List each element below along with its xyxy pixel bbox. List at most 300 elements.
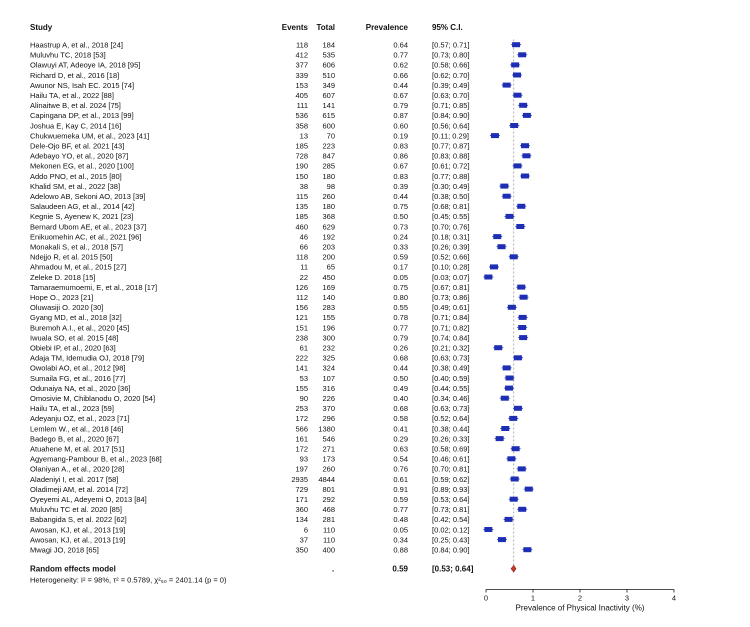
study-events: 38 — [299, 181, 308, 191]
study-prevalence: 0.91 — [393, 484, 408, 494]
study-name: Awunor NS, Isah EC. 2015 [74] — [30, 80, 135, 90]
study-ci: [0.56; 0.64] — [432, 121, 470, 131]
study-total: 607 — [322, 91, 335, 100]
study-name: Bernard Ubom AE, et al., 2023 [37] — [30, 222, 147, 232]
study-ci: [0.42; 0.54] — [432, 515, 470, 525]
study-events: 377 — [295, 60, 308, 70]
study-events: 121 — [295, 313, 308, 323]
study-row — [30, 394, 510, 403]
study-name: Dele-Ojo BF, et al. 2021 [43] — [30, 141, 125, 151]
study-prevalence: 0.59 — [393, 495, 408, 504]
study-events: 2935 — [291, 474, 308, 484]
study-prevalence: 0.83 — [393, 171, 408, 181]
study-ci: [0.84; 0.90] — [432, 545, 470, 555]
study-prevalence: 0.59 — [393, 252, 408, 262]
study-row — [30, 182, 509, 191]
study-ci: [0.38; 0.44] — [432, 424, 470, 434]
header-events: Events — [281, 23, 308, 32]
study-prevalence: 0.05 — [393, 525, 408, 535]
study-prevalence: 0.60 — [393, 121, 408, 131]
study-total: 271 — [322, 444, 335, 454]
study-name: Agyemang-Pambour B, et al., 2023 [68] — [30, 454, 162, 464]
study-name: Hope O., 2023 [21] — [30, 293, 94, 302]
study-ci: [0.40; 0.59] — [432, 373, 470, 383]
study-name: Richard D, et al., 2016 [18] — [30, 70, 120, 80]
study-prevalence: 0.54 — [393, 454, 408, 464]
study-name: Haastrup A, et al., 2018 [24] — [30, 40, 123, 50]
study-total: 629 — [322, 222, 335, 232]
study-name: Adelowo AB, Sekoni AO, 2013 [39] — [30, 192, 146, 201]
study-ci: [0.11; 0.29] — [432, 131, 469, 141]
study-ci: [0.63; 0.70] — [432, 91, 470, 100]
study-events: 118 — [296, 252, 308, 262]
study-prevalence: 0.83 — [393, 141, 408, 151]
study-ci: [0.52; 0.64] — [432, 414, 470, 424]
study-name: Omosivie M, Chiblanodu O, 2020 [54] — [30, 394, 156, 403]
study-total: 107 — [322, 373, 335, 383]
study-name: Buremoh A.I., et al., 2020 [45] — [30, 323, 130, 333]
study-ci: [0.71; 0.84] — [432, 313, 470, 323]
study-row — [30, 374, 515, 383]
study-prevalence: 0.55 — [393, 303, 408, 313]
study-events: 135 — [295, 202, 308, 212]
study-total: 281 — [322, 515, 335, 525]
study-events: 197 — [295, 464, 308, 474]
study-prevalence: 0.58 — [393, 414, 408, 424]
study-events: 90 — [299, 394, 308, 403]
study-prevalence: 0.79 — [393, 333, 408, 343]
study-events: 46 — [299, 232, 308, 242]
study-events: 460 — [295, 222, 308, 232]
study-name: Joshua E, Kay C, 2014 [16] — [30, 121, 122, 131]
study-row — [30, 283, 526, 292]
study-total: 203 — [322, 242, 335, 252]
study-ci: [0.73; 0.86] — [432, 293, 470, 302]
study-row — [30, 535, 507, 544]
study-ci: [0.77; 0.88] — [432, 171, 470, 181]
study-events: 405 — [295, 91, 308, 100]
study-total: 180 — [322, 171, 335, 181]
study-ci: [0.73; 0.80] — [432, 50, 470, 60]
study-prevalence: 0.49 — [393, 383, 408, 393]
study-row — [30, 41, 521, 50]
study-ci: [0.71; 0.82] — [432, 323, 470, 333]
study-total: 468 — [322, 505, 335, 515]
study-ci: [0.77; 0.87] — [432, 141, 470, 151]
study-prevalence: 0.66 — [393, 70, 408, 80]
study-ci: [0.34; 0.46] — [432, 394, 470, 403]
study-total: 368 — [322, 212, 335, 222]
study-events: 566 — [295, 424, 308, 434]
summary-diamond — [511, 565, 516, 572]
x-tick-label: 4 — [671, 593, 677, 603]
study-events: 728 — [295, 151, 308, 161]
study-name: Zeleke D. 2018 [15] — [30, 272, 96, 282]
study-row — [30, 505, 527, 514]
x-tick-label: 1 — [530, 593, 536, 603]
study-prevalence: 0.86 — [393, 151, 408, 161]
study-row — [30, 434, 505, 443]
study-prevalence: 0.62 — [393, 60, 408, 70]
study-row — [30, 273, 493, 282]
study-name: Adeyanju OZ, et al., 2023 [71] — [30, 414, 130, 424]
study-name: Monakali S, et al., 2018 [57] — [30, 242, 123, 252]
study-ci: [0.57; 0.71] — [432, 40, 470, 50]
study-prevalence: 0.33 — [393, 242, 408, 252]
study-row — [30, 222, 525, 231]
study-ci: [0.59; 0.62] — [432, 474, 470, 484]
study-total: 70 — [326, 131, 335, 141]
header-total: Total — [316, 23, 335, 32]
study-name: Adebayo YO, et al., 2020 [87] — [30, 151, 129, 161]
study-events: 156 — [295, 303, 308, 313]
study-prevalence: 0.67 — [393, 161, 408, 171]
study-total: 325 — [322, 353, 335, 363]
study-ci: [0.30; 0.49] — [432, 181, 470, 191]
x-tick-label: 3 — [624, 593, 630, 603]
study-prevalence: 0.24 — [393, 232, 408, 242]
study-ci: [0.68; 0.81] — [432, 202, 470, 212]
study-events: 172 — [295, 414, 308, 424]
study-name: Mwagi JO, 2018 [65] — [30, 545, 99, 555]
study-prevalence: 0.44 — [393, 363, 408, 373]
study-row — [30, 525, 493, 534]
study-total: 223 — [322, 141, 335, 151]
study-row — [30, 546, 532, 555]
study-total: 173 — [322, 454, 335, 464]
study-row — [30, 323, 527, 332]
study-row — [30, 243, 507, 252]
study-events: 161 — [295, 434, 308, 444]
study-ci: [0.45; 0.55] — [432, 212, 470, 222]
study-prevalence: 0.61 — [393, 474, 408, 484]
study-name: Enikuomehin AC, et al., 2021 [96] — [30, 232, 142, 242]
study-ci: [0.53; 0.64] — [432, 495, 470, 504]
study-name: Aladeniyi I, et al. 2017 [58] — [30, 474, 119, 484]
study-total: 847 — [322, 151, 335, 161]
study-row — [30, 202, 526, 211]
study-ci: [0.74; 0.84] — [432, 333, 470, 343]
study-name: Oyeyemi AL, Adeyemi O, 2013 [84] — [30, 495, 147, 504]
study-total: 169 — [322, 282, 335, 292]
study-ci: [0.62; 0.70] — [432, 70, 470, 80]
study-ci: [0.70; 0.81] — [432, 464, 470, 474]
study-events: 150 — [295, 171, 308, 181]
study-total: 232 — [322, 343, 335, 353]
study-events: 185 — [295, 212, 308, 222]
study-events: 153 — [295, 80, 308, 90]
study-ci: [0.63; 0.73] — [432, 353, 470, 363]
study-events: 729 — [295, 484, 308, 494]
study-prevalence: 0.68 — [393, 353, 408, 363]
study-events: 111 — [296, 101, 308, 111]
study-prevalence: 0.63 — [393, 444, 408, 454]
study-total: 110 — [323, 535, 335, 545]
study-name: Addo PNO, et al., 2015 [80] — [30, 171, 122, 181]
summary-row — [30, 565, 474, 574]
study-row — [30, 333, 528, 342]
study-row — [30, 303, 517, 312]
study-events: 134 — [295, 515, 308, 525]
study-name: Kegnie S, Ayenew K, 2021 [23] — [30, 212, 134, 222]
study-total: 292 — [322, 495, 335, 504]
study-events: 126 — [295, 282, 308, 292]
study-row — [30, 142, 530, 151]
header-ci: 95% C.I. — [432, 23, 463, 32]
study-ci: [0.83; 0.88] — [432, 151, 470, 161]
study-total: 316 — [322, 383, 335, 393]
study-row — [30, 263, 499, 272]
study-name: Gyang MD, et al., 2018 [32] — [30, 313, 122, 323]
study-prevalence: 0.50 — [393, 212, 408, 222]
study-name: Ahmadou M, et al., 2015 [27] — [30, 262, 127, 272]
study-ci: [0.63; 0.73] — [432, 404, 470, 414]
study-ci: [0.58; 0.69] — [432, 444, 470, 454]
study-ci: [0.73; 0.81] — [432, 505, 470, 515]
study-total: 801 — [322, 484, 335, 494]
study-total: 349 — [322, 80, 335, 90]
study-row — [30, 101, 528, 110]
study-row — [30, 485, 534, 494]
study-ci: [0.03; 0.07] — [432, 272, 470, 282]
study-events: 350 — [295, 545, 308, 555]
study-prevalence: 0.34 — [393, 535, 408, 545]
study-total: 296 — [322, 414, 335, 424]
study-total: 546 — [322, 434, 335, 444]
study-events: 93 — [299, 454, 308, 464]
study-total: 606 — [322, 60, 335, 70]
study-total: 370 — [322, 404, 335, 414]
study-prevalence: 0.73 — [393, 222, 408, 232]
study-name: Atuahene M, et al. 2017 [51] — [30, 444, 125, 454]
study-prevalence: 0.75 — [393, 202, 408, 212]
study-prevalence: 0.88 — [393, 545, 408, 555]
study-events: 238 — [295, 333, 308, 343]
study-ci: [0.70; 0.76] — [432, 222, 470, 232]
study-events: 536 — [295, 111, 308, 121]
study-row — [30, 51, 527, 60]
study-row — [30, 414, 518, 423]
study-row — [30, 172, 530, 181]
study-row — [30, 61, 520, 70]
study-prevalence: 0.29 — [393, 434, 408, 444]
study-total: 300 — [322, 333, 335, 343]
study-prevalence: 0.44 — [393, 80, 408, 90]
study-row — [30, 253, 519, 262]
study-events: 53 — [299, 373, 308, 383]
study-row — [30, 475, 520, 484]
study-total: 180 — [322, 202, 335, 212]
study-events: 13 — [299, 131, 308, 141]
study-row — [30, 313, 528, 322]
study-name: Ndejjo R, et al. 2015 [50] — [30, 252, 113, 262]
study-events: 11 — [300, 262, 308, 272]
study-prevalence: 0.77 — [393, 505, 408, 515]
study-total: 260 — [322, 192, 335, 201]
study-ci: [0.71; 0.85] — [432, 101, 470, 111]
study-ci: [0.26; 0.39] — [432, 242, 470, 252]
study-ci: [0.67; 0.81] — [432, 282, 470, 292]
study-prevalence: 0.75 — [393, 282, 408, 292]
study-name: Mekonen EG, et al., 2020 [100] — [30, 161, 134, 171]
study-ci: [0.46; 0.61] — [432, 454, 470, 464]
study-total: 140 — [322, 293, 335, 302]
study-events: 412 — [295, 50, 308, 60]
study-prevalence: 0.77 — [393, 323, 408, 333]
study-prevalence: 0.44 — [393, 192, 408, 201]
study-total: 184 — [322, 40, 335, 50]
study-row — [30, 293, 529, 302]
study-ci: [0.02; 0.12] — [432, 525, 470, 535]
study-ci: [0.25; 0.43] — [432, 535, 470, 545]
study-row — [30, 515, 514, 524]
study-name: Capingana DP, et al., 2013 [99] — [30, 111, 134, 121]
study-prevalence: 0.48 — [393, 515, 408, 525]
study-name: Awosan, KJ, et al., 2013 [19] — [30, 525, 126, 535]
study-ci: [0.38; 0.49] — [432, 363, 470, 373]
study-events: 6 — [303, 525, 308, 535]
study-prevalence: 0.17 — [393, 262, 408, 272]
study-ci: [0.26; 0.33] — [432, 434, 470, 444]
study-events: 171 — [295, 495, 308, 504]
study-name: Lemlem W., et al., 2018 [46] — [30, 424, 124, 434]
study-ci: [0.21; 0.32] — [432, 343, 470, 353]
study-events: 151 — [295, 323, 308, 333]
study-row — [30, 111, 532, 120]
study-ci: [0.58; 0.66] — [432, 60, 470, 70]
study-name: Muluvhu TC, 2018 [53] — [30, 50, 106, 60]
study-total: 65 — [326, 262, 335, 272]
study-name: Tamaraemumoemi, E, et al., 2018 [17] — [30, 282, 158, 292]
study-row — [30, 91, 522, 100]
x-tick-label: 0 — [483, 593, 489, 603]
study-prevalence: 0.64 — [393, 40, 408, 50]
study-row — [30, 445, 521, 454]
study-prevalence: 0.79 — [393, 101, 408, 111]
study-total: 535 — [322, 50, 335, 60]
study-total: 110 — [323, 525, 335, 535]
study-total: 98 — [326, 181, 335, 191]
header-study: Study — [30, 23, 53, 32]
study-events: 141 — [295, 363, 308, 373]
study-name: Odunaiya NA, et al., 2020 [36] — [30, 383, 131, 393]
study-events: 358 — [295, 121, 308, 131]
study-name: Salaudeen AG, et al., 2014 [42] — [30, 202, 135, 212]
study-events: 185 — [295, 141, 308, 151]
study-events: 37 — [299, 535, 308, 545]
study-prevalence: 0.39 — [393, 181, 408, 191]
study-prevalence: 0.87 — [393, 111, 408, 121]
study-total: 4844 — [318, 474, 335, 484]
study-events: 61 — [299, 343, 308, 353]
study-ci: [0.89; 0.93] — [432, 484, 470, 494]
study-total: 400 — [322, 545, 335, 555]
study-total: 200 — [322, 252, 335, 262]
study-prevalence: 0.68 — [393, 404, 408, 414]
study-ci: [0.38; 0.50] — [432, 192, 470, 201]
study-total: 324 — [322, 363, 335, 373]
study-prevalence: 0.76 — [393, 464, 408, 474]
study-name: Olaniyan A., et al., 2020 [28] — [30, 464, 125, 474]
study-events: 360 — [295, 505, 308, 515]
study-name: Oladimeji AM, et al. 2014 [72] — [30, 484, 128, 494]
study-row — [30, 455, 516, 464]
study-total: 600 — [322, 121, 335, 131]
study-prevalence: 0.80 — [393, 293, 408, 302]
study-name: Khalid SM, et al., 2022 [38] — [30, 181, 121, 191]
x-axis-label: Prevalence of Physical Inactivity (%) — [515, 603, 645, 613]
x-axis — [484, 590, 676, 603]
study-total: 192 — [322, 232, 335, 242]
study-prevalence: 0.19 — [393, 131, 408, 141]
study-total: 283 — [322, 303, 335, 313]
study-name: Hailu TA, et al., 2023 [59] — [30, 404, 114, 414]
study-total: 155 — [322, 313, 335, 323]
study-row — [30, 81, 512, 90]
study-name: Awosan, KJ, et al., 2013 [19] — [30, 535, 126, 545]
summary-prevalence: 0.59 — [392, 564, 408, 574]
study-name: Chukwuemeka UM, et al., 2023 [41] — [30, 131, 150, 141]
study-name: Obiebi IP, et al., 2020 [63] — [30, 343, 116, 353]
study-total: 226 — [322, 394, 335, 403]
study-prevalence: 0.40 — [393, 394, 408, 403]
study-row — [30, 364, 512, 373]
study-ci: [0.52; 0.66] — [432, 252, 470, 262]
study-name: Muluvhu TC et al. 2020 [85] — [30, 505, 122, 515]
study-events: 66 — [299, 242, 308, 252]
study-prevalence: 0.77 — [393, 50, 408, 60]
study-row — [30, 354, 523, 363]
study-row — [30, 192, 512, 201]
summary-label: Random effects model — [30, 564, 116, 574]
study-name: Olawuyi AT, Adeoye IA, 2018 [95] — [30, 60, 141, 70]
study-events: 253 — [295, 404, 308, 414]
header-row — [30, 23, 463, 32]
summary-ci: [0.53; 0.64] — [432, 564, 474, 574]
study-total: 1380 — [318, 424, 335, 434]
study-name: Sumaila FG, et al., 2016 [77] — [30, 373, 126, 383]
study-events: 190 — [295, 161, 308, 171]
study-total: 615 — [322, 111, 335, 121]
study-total: 260 — [322, 464, 335, 474]
study-ci: [0.10; 0.28] — [432, 262, 470, 272]
study-events: 118 — [296, 40, 308, 50]
study-row — [30, 131, 500, 140]
study-ci: [0.84; 0.90] — [432, 111, 470, 121]
study-row — [30, 232, 502, 241]
study-row — [30, 71, 522, 80]
study-name: Adaja TM, Idemudia OJ, 2018 [79] — [30, 353, 145, 363]
study-prevalence: 0.41 — [393, 424, 408, 434]
summary-dot: . — [332, 564, 335, 574]
heterogeneity-text: Heterogeneity: I² = 98%, τ² = 0.5789, χ²₅₀ = 2401.14 (p = 0) — [30, 575, 227, 585]
study-total: 196 — [322, 323, 335, 333]
study-prevalence: 0.78 — [393, 313, 408, 323]
study-prevalence: 0.05 — [393, 272, 408, 282]
study-events: 172 — [295, 444, 308, 454]
study-events: 112 — [296, 293, 308, 302]
study-total: 141 — [322, 101, 335, 111]
study-row — [30, 344, 503, 353]
study-total: 285 — [322, 161, 335, 171]
study-ci: [0.61; 0.72] — [432, 161, 470, 171]
study-events: 339 — [295, 70, 308, 80]
study-ci: [0.49; 0.61] — [432, 303, 470, 313]
study-events: 222 — [295, 353, 308, 363]
study-ci: [0.44; 0.55] — [432, 383, 470, 393]
study-prevalence: 0.50 — [393, 373, 408, 383]
study-events: 155 — [295, 383, 308, 393]
